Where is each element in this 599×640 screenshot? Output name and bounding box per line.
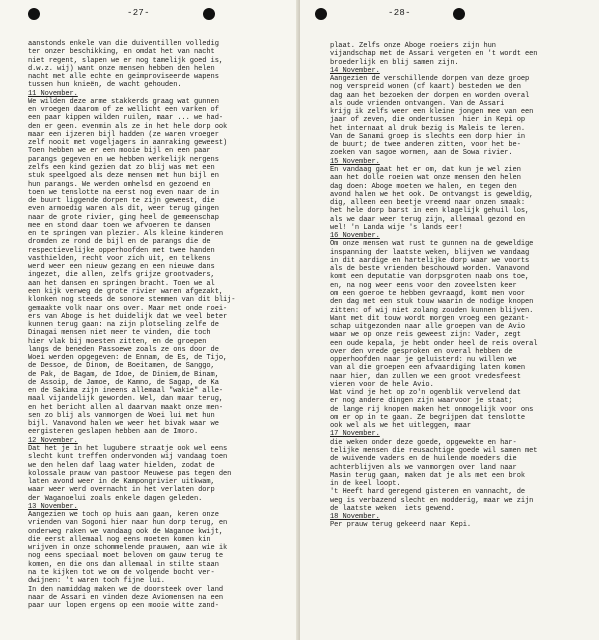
text-line: nacht met alle echte en geimproviseerde wapens: [28, 73, 219, 82]
text-line: bijl. Vanavond halen we weer het bivak waar we: [28, 420, 219, 429]
text-line: er nog andere dingen zijn waarvoor je staat;: [330, 397, 513, 406]
text-line: ook wel als we het uitleggen, maar: [330, 422, 472, 431]
text-line: En vandaag gaat het er om, dat kun je wel zien: [330, 165, 521, 174]
page-number-28: -28-: [388, 8, 411, 18]
text-line: achterblijven als we vanmorgen over land naar: [330, 463, 517, 472]
text-line: na te kijken tot we om de volgende bocht ver-: [28, 569, 215, 577]
date-heading: 12 November.: [28, 436, 78, 445]
text-line: eergisteren geslapen hebben aan de Imoro.: [28, 428, 199, 437]
text-line: vasthielden, recht voor zich uit, en telkens: [28, 254, 211, 263]
date-heading: 11 November.: [28, 89, 78, 98]
text-line: aan het dolle roeien wat onze mensen den helen: [330, 174, 521, 183]
text-line: hun parangs. We werden omhelsd en gezoend en: [28, 180, 211, 189]
punch-hole: [453, 8, 465, 20]
text-line: wel! 'n Landa wije 's lands eer!: [330, 223, 463, 232]
text-line: de wuivende vaders en de huilende moeders die: [330, 455, 517, 464]
text-line: waar we op onze reis geweest zijn: Vader, zegt: [330, 331, 521, 340]
text-line: aan het dansen en springen bracht. Toen we al: [28, 279, 215, 288]
text-line: werd weer een nieuw gezang en een nieuwe dans: [28, 263, 215, 272]
text-line: komen, en die ons dan allemaal in stilte staan: [28, 560, 219, 569]
text-line: vijandschap met de Assari vergeten en 't wordt een: [330, 50, 538, 59]
text-line: het internaat al druk bezig is Maleis te leren.: [330, 124, 525, 133]
text-line: kunnen terug gaan: na zijn plotseling zelfe de: [28, 321, 219, 330]
page-number-27: -27-: [127, 8, 150, 18]
text-line: slecht kunt treffen ondervonden wij vandaag toen: [28, 453, 228, 462]
date-heading: 14 November.: [330, 66, 380, 75]
text-line: broederlijk en blij samen zijn.: [330, 58, 459, 67]
text-line: mee en stond daar toen we afvoeren te dansen: [28, 221, 211, 230]
text-line: een kijk verweg de grote rivier waren afgezakt,: [28, 287, 223, 296]
text-line: zelf nooit met vogeljagers in aanraking geweest): [28, 139, 228, 148]
text-line: tussen hun knieën, de wacht gehouden.: [28, 81, 182, 90]
text-line: om er op in te gaan. Ze begrijpen dat tenslotte: [330, 413, 525, 422]
text-line: de Pak, de Bagam, de Idoe, de Diniem,de Binam,: [28, 370, 219, 379]
date-heading: 16 November.: [330, 232, 380, 241]
text-line: een oude kepala, je hebt onder heel de reis overal: [330, 339, 538, 348]
text-line: maal vijandelijk geworden. Wel, dan maar terug,: [28, 395, 223, 404]
text-line: die weken onder deze goede, opgewekte en har-: [330, 438, 517, 447]
text-line: de buurt; de twee anderen zitten, voor het be-: [330, 141, 521, 150]
text-line: weg is verbazend slecht en modderig, maar we zijn: [330, 496, 534, 505]
text-line: gemaakte volk naar ons over. Maar met onde roei-: [28, 304, 228, 313]
text-line: sen zo blij als vanmorgen de Woei lui met hun: [28, 411, 215, 420]
text-line: klonken nog steeds de sonore stemmen van dit blij-: [28, 296, 236, 305]
punch-hole: [315, 8, 327, 20]
text-line: dromden ze rond de bijl en de parangs die de: [28, 238, 211, 247]
text-line: niet regent, slapen we er nog tamelijk goed is,: [28, 56, 223, 65]
punch-hole: [203, 8, 215, 20]
text-line: Dinagai mensen niet meer te vinden, die toch: [28, 329, 211, 338]
text-line: opperhoofden naar je geluisterd: nu willen we: [330, 356, 517, 365]
text-line: over den vrede gesproken en overal hebben de: [330, 347, 513, 356]
text-line: maar een ijzeren bijl hadden (ze waren vroeger: [28, 130, 219, 139]
text-line: ingezet, die allen, zelfs grijze grootvaders,: [28, 271, 215, 280]
text-line: naar de grote rivier, ging heel de gemeenschap: [28, 213, 219, 222]
text-line: dig, alleen een beetje vreemd naar onzen smaak:: [330, 199, 525, 208]
text-line: avond halen we het ook. De ontvangst is geweldig,: [330, 190, 534, 199]
text-line: zoeken van sagoe wormen, aan de Sowa rivier.: [330, 149, 513, 158]
text-line: in de keel loopt.: [330, 480, 401, 489]
text-line: 't Heeft hard geregend gisteren en vannacht, de: [330, 488, 525, 497]
text-line: nog eens speciaal moet beloven om gauw terug te: [28, 552, 223, 561]
date-heading: 13 November.: [28, 502, 78, 511]
text-line: jaar of zeven, die ondertussen hier in Kepi op: [330, 116, 525, 125]
text-line: en de Sakima zijn ineens allemaal "wakie" alle-: [28, 387, 223, 396]
text-line: den dag met een stuk touw waarin de nodige knopen: [330, 298, 534, 307]
text-line: een paar kippen wilden ruilen, maar ... we had-: [28, 114, 223, 123]
text-line: die eerst allemaal nog eens moeten komen kin: [28, 535, 211, 544]
text-line: even armoedig waren als dit, weer terug gingen: [28, 205, 219, 214]
text-line: respectievelijke opperhoofden met twee handen: [28, 246, 215, 255]
text-line: naar hier, dan zullen we een groot vredesfeest: [330, 372, 521, 381]
text-line: telijke mensen die reusachtige goede wil samen met: [330, 447, 538, 456]
date-heading: 17 November.: [330, 430, 380, 439]
text-line: en het bericht allen al daarvan maakt onze men-: [28, 403, 223, 412]
text-line: ter onzer beschikking, en omdat het van nacht: [28, 48, 215, 57]
text-line: d.w.z. wij) want onze mensen hebben den helen: [28, 64, 215, 73]
text-line: schap uitgezonden naar alle groepen van de Avio: [330, 323, 525, 332]
text-line: Aangezien we toch op huis aan gaan, keren onze: [28, 511, 219, 520]
text-line: onderweg raken we vandaag ook de Waganoe kwijt,: [28, 527, 223, 536]
text-line: der Waganoelui zoals enkele dagen geleden.: [28, 494, 203, 503]
date-heading: 15 November.: [330, 157, 380, 166]
text-line: om een goeroe te hebben gevraagd, komt men voor: [330, 289, 525, 298]
text-line: hier vlak bij moesten zitten, en de groepen: [28, 337, 207, 346]
text-line: vrienden van Sogoni hier naar hun dorp terug, en: [28, 519, 228, 528]
text-line: de laatste weken iets gewend.: [330, 504, 455, 513]
text-line: toen we tenslotte na eerst nog even naar de in: [28, 188, 219, 197]
text-line: langs de beneden Passoewe zoals ze ons door de: [28, 345, 219, 354]
text-line: In den namiddag maken we de doorsteek over land: [28, 585, 223, 594]
text-line: dag doen: Aboge moeten we halen, en tegen den: [330, 182, 517, 191]
text-line: van al die groepen een afvaardiging laten komen: [330, 364, 525, 373]
text-line: in dit aardige en hartelijke dorp waar we voorts: [330, 256, 530, 265]
right-page: [300, 0, 599, 640]
text-line: als oude vrienden ontvangen. Van de Assari: [330, 99, 505, 108]
text-line: Toen hebben we er een mooie bijl en een paar: [28, 147, 211, 156]
text-line: aanstonds enkele van die duiventillen volledig: [28, 40, 219, 48]
left-page: [0, 0, 299, 640]
text-line: als we daar weer terug zijn, allemaal gezond en: [330, 215, 525, 224]
text-line: het hele dorp barst in een klagelijk gehuil los,: [330, 207, 530, 216]
text-line: vieren voor de hele Avio.: [330, 380, 434, 389]
text-line: stuk speelgoed als deze mensen met hun bijl en: [28, 172, 219, 181]
text-line: Woei werden opgegeven: de Ennam, de Es, de Tijo,: [28, 354, 228, 363]
text-line: paar uur lopen ergens op een mooie witte zand-: [28, 602, 219, 611]
text-line: den er geen. evenmin als ze in het hele dorp ook: [28, 122, 228, 131]
text-line: laten avond weer in de Kampongrivier uitkwam,: [28, 478, 215, 487]
punch-hole: [28, 8, 40, 20]
text-line: en vroegen daarom of ze wellicht een varken of: [28, 106, 219, 115]
text-line: als de beste vrienden beschouwd worden. Vanavond: [330, 265, 530, 274]
text-line: Masin terug gaan, maken dat je als met een brok: [330, 471, 525, 480]
right-page-text: [330, 42, 537, 530]
text-line: Van de Sanami groep is slechts een dorp hier in: [330, 132, 525, 141]
text-line: de Assoip, de Jamoe, de Kamno, de Sagap, de Ka: [28, 378, 219, 387]
text-line: plaat. Zelfs onze Aboge roeiers zijn hun: [330, 42, 496, 50]
text-line: dag aan het bezoeken der dorpen en worden overal: [330, 91, 530, 100]
text-line: ers van Aboge is het duidelijk dat we veel beter: [28, 312, 228, 321]
text-line: naar de Assari en vinden deze Aviomensen na een: [28, 593, 223, 602]
left-page-text: [28, 40, 235, 610]
text-line: Wat vind je het op zo'n ogenblik vervelend dat: [330, 389, 521, 398]
text-line: Om onze mensen wat rust te gunnen na de geweldige: [330, 240, 534, 249]
text-line: waar weer werd overnacht in het verlaten dorp: [28, 486, 215, 495]
text-line: dwijnen: 't waren toch fijne lui.: [28, 577, 165, 586]
text-line: en te springen van plezier. Als kleine kinderen: [28, 230, 223, 239]
text-line: de Dessoe, de Dinom, de Boeitamen, de Sanggo,: [28, 362, 215, 371]
text-line: krijg ik zelfs weer een kleine jongen mee van een: [330, 108, 534, 117]
text-line: Want met dit touw wordt morgen vroeg een gezant-: [330, 314, 530, 323]
text-line: en, na nog weer eens voor den zoveelsten keer: [330, 281, 517, 290]
text-line: de buurt liggende dorpen te zijn geweest, die: [28, 197, 215, 206]
text-line: kolossale prauw van pastoor Meuwese pas tegen den: [28, 469, 232, 478]
text-line: nog verspreid wonen (cf kaart) besteden we den: [330, 83, 521, 92]
date-heading: 18 November.: [330, 513, 380, 522]
text-line: komt een deputatie van dorpsgroten naab ons toe,: [330, 273, 530, 282]
text-line: parangs gegeven en we hebben werkelijk nergens: [28, 155, 219, 164]
text-line: inspanning der laatste weken, blijven we vandaag: [330, 248, 530, 257]
text-line: Per prauw terug gekeerd naar Kepi.: [330, 521, 472, 530]
text-line: Aangezien de verschillende dorpen van deze groep: [330, 75, 530, 84]
text-line: de lange rij knopen maken het onmogelijk voor ons: [330, 405, 534, 414]
text-line: zitten: of wij niet zolang zouden kunnen blijven.: [330, 306, 534, 315]
text-line: We wilden deze arme stakkerds graag wat gunnen: [28, 97, 219, 106]
text-line: Dat het je in het lugubere straatje ook wel eens: [28, 445, 228, 454]
text-line: zelfs een kind gezien dat zo blij was met een: [28, 163, 215, 172]
text-line: we den helen daf laag water hielden, zodat de: [28, 461, 215, 470]
text-line: wrijven in onze schommelende prauwen, aan wie ik: [28, 544, 228, 553]
